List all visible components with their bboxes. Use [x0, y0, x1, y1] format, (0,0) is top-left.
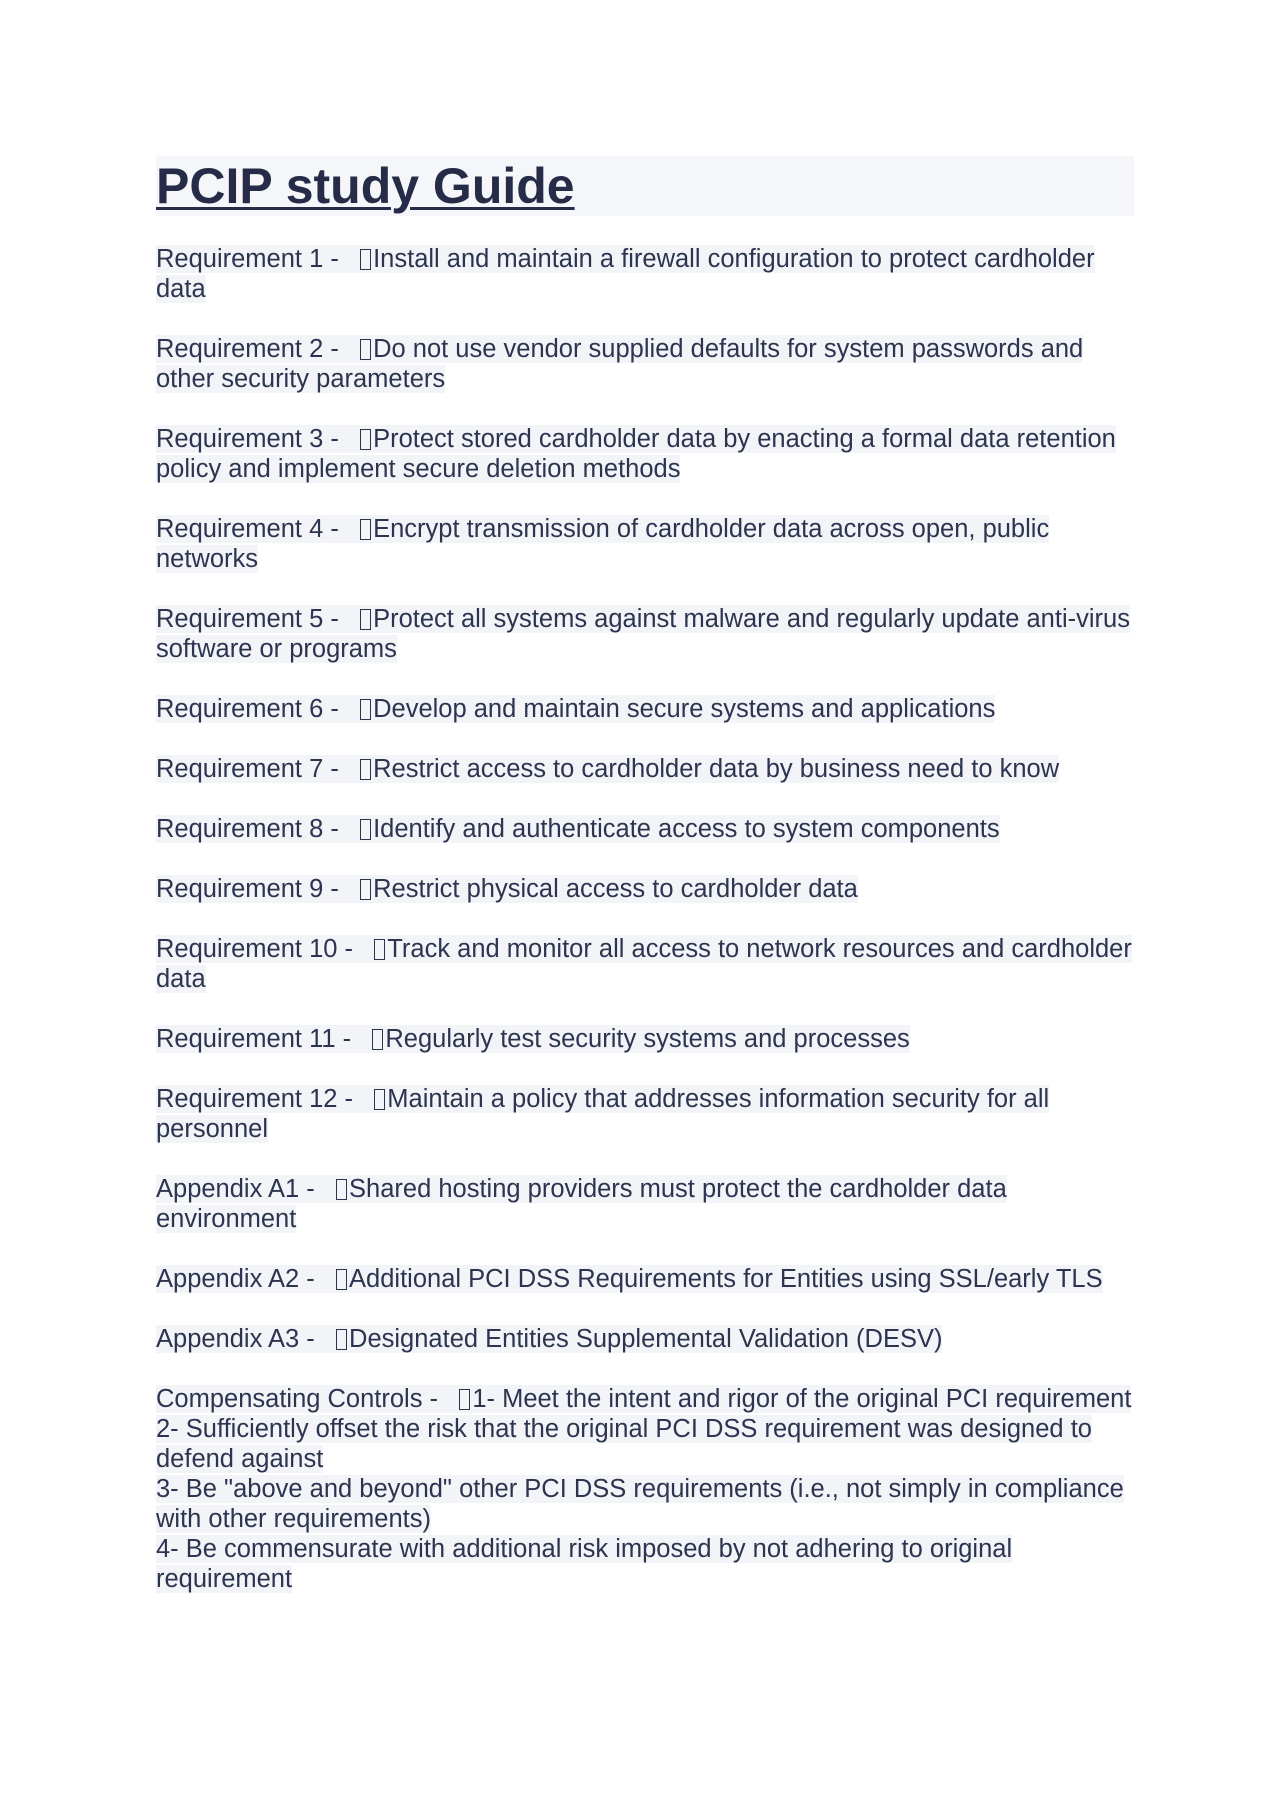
list-item	[156, 934, 1134, 994]
list-item	[156, 814, 1134, 844]
entry-text: Regularly test security systems and processes	[385, 1025, 910, 1053]
entry-text: Maintain a policy that addresses information security for all personnel	[156, 1085, 1050, 1143]
cc-line-4: 4- Be commensurate with additional risk imposed by not adhering to original requirement	[156, 1535, 1013, 1593]
missing-glyph-icon	[360, 879, 371, 900]
entry-label: Requirement 9 -	[156, 875, 346, 903]
list-item	[156, 874, 1134, 904]
entry-text: Protect all systems against malware and regularly update anti-virus software or programs	[156, 605, 1130, 663]
missing-glyph-icon	[360, 429, 371, 450]
missing-glyph-icon	[336, 1179, 347, 1200]
list-item	[156, 514, 1134, 574]
missing-glyph-icon	[360, 819, 371, 840]
entry-label: Requirement 1 -	[156, 245, 346, 273]
entry-label: Requirement 12 -	[156, 1085, 361, 1113]
missing-glyph-icon	[372, 1029, 383, 1050]
list-item	[156, 754, 1134, 784]
entry-text: Shared hosting providers must protect the cardholder data environment	[156, 1175, 1007, 1233]
list-item	[156, 694, 1134, 724]
requirements-list	[156, 244, 1134, 1594]
entry-text: Do not use vendor supplied defaults for system passwords and other security parameters	[156, 335, 1084, 393]
compensating-controls	[156, 1384, 1134, 1594]
title-band	[156, 156, 1134, 216]
entry-text: Develop and maintain secure systems and applications	[373, 695, 996, 723]
entry-label: Appendix A3 -	[156, 1325, 322, 1353]
entry-label: Appendix A2 -	[156, 1265, 322, 1293]
list-item	[156, 1084, 1134, 1144]
list-item	[156, 334, 1134, 394]
entry-text: Additional PCI DSS Requirements for Entities using SSL/early TLS	[349, 1265, 1103, 1293]
cc-line-3: 3- Be "above and beyond" other PCI DSS requirements (i.e., not simply in compliance with other requirements)	[156, 1475, 1124, 1533]
missing-glyph-icon	[459, 1389, 470, 1410]
missing-glyph-icon	[360, 759, 371, 780]
entry-label: Appendix A1 -	[156, 1175, 322, 1203]
list-item	[156, 424, 1134, 484]
entry-label: Requirement 8 -	[156, 815, 346, 843]
entry-label: Requirement 3 -	[156, 425, 346, 453]
entry-label: Requirement 10 -	[156, 935, 361, 963]
entry-text: Encrypt transmission of cardholder data across open, public networks	[156, 515, 1050, 573]
entry-label: Requirement 2 -	[156, 335, 346, 363]
cc-line-2: 2- Sufficiently offset the risk that the original PCI DSS requirement was designed to defend against	[156, 1415, 1092, 1473]
entry-text: Designated Entities Supplemental Validation (DESV)	[349, 1325, 943, 1353]
entry-label: Requirement 5 -	[156, 605, 346, 633]
entry-text: Track and monitor all access to network resources and cardholder data	[156, 935, 1132, 993]
list-item	[156, 604, 1134, 664]
missing-glyph-icon	[374, 939, 385, 960]
entry-label: Requirement 11 -	[156, 1025, 359, 1053]
list-item	[156, 244, 1134, 304]
entry-label: Compensating Controls -	[156, 1385, 446, 1413]
entry-label: Requirement 7 -	[156, 755, 346, 783]
missing-glyph-icon	[360, 699, 371, 720]
missing-glyph-icon	[360, 609, 371, 630]
list-item	[156, 1264, 1134, 1294]
list-item	[156, 1024, 1134, 1054]
missing-glyph-icon	[336, 1269, 347, 1290]
missing-glyph-icon	[360, 519, 371, 540]
missing-glyph-icon	[360, 339, 371, 360]
page-title: PCIP study Guide	[156, 158, 575, 214]
entry-text: Install and maintain a firewall configuration to protect cardholder data	[156, 245, 1095, 303]
entry-text: Restrict physical access to cardholder data	[373, 875, 858, 903]
document-page	[156, 156, 1134, 1624]
missing-glyph-icon	[336, 1329, 347, 1350]
missing-glyph-icon	[374, 1089, 385, 1110]
entry-text: Protect stored cardholder data by enacting a formal data retention policy and implement secure deletion methods	[156, 425, 1116, 483]
entry-label: Requirement 4 -	[156, 515, 346, 543]
list-item	[156, 1324, 1134, 1354]
cc-line-1: 1- Meet the intent and rigor of the original PCI requirement	[472, 1385, 1132, 1413]
entry-text: Restrict access to cardholder data by business need to know	[373, 755, 1060, 783]
list-item	[156, 1174, 1134, 1234]
entry-text: Identify and authenticate access to system components	[373, 815, 1000, 843]
entry-label: Requirement 6 -	[156, 695, 346, 723]
missing-glyph-icon	[360, 249, 371, 270]
